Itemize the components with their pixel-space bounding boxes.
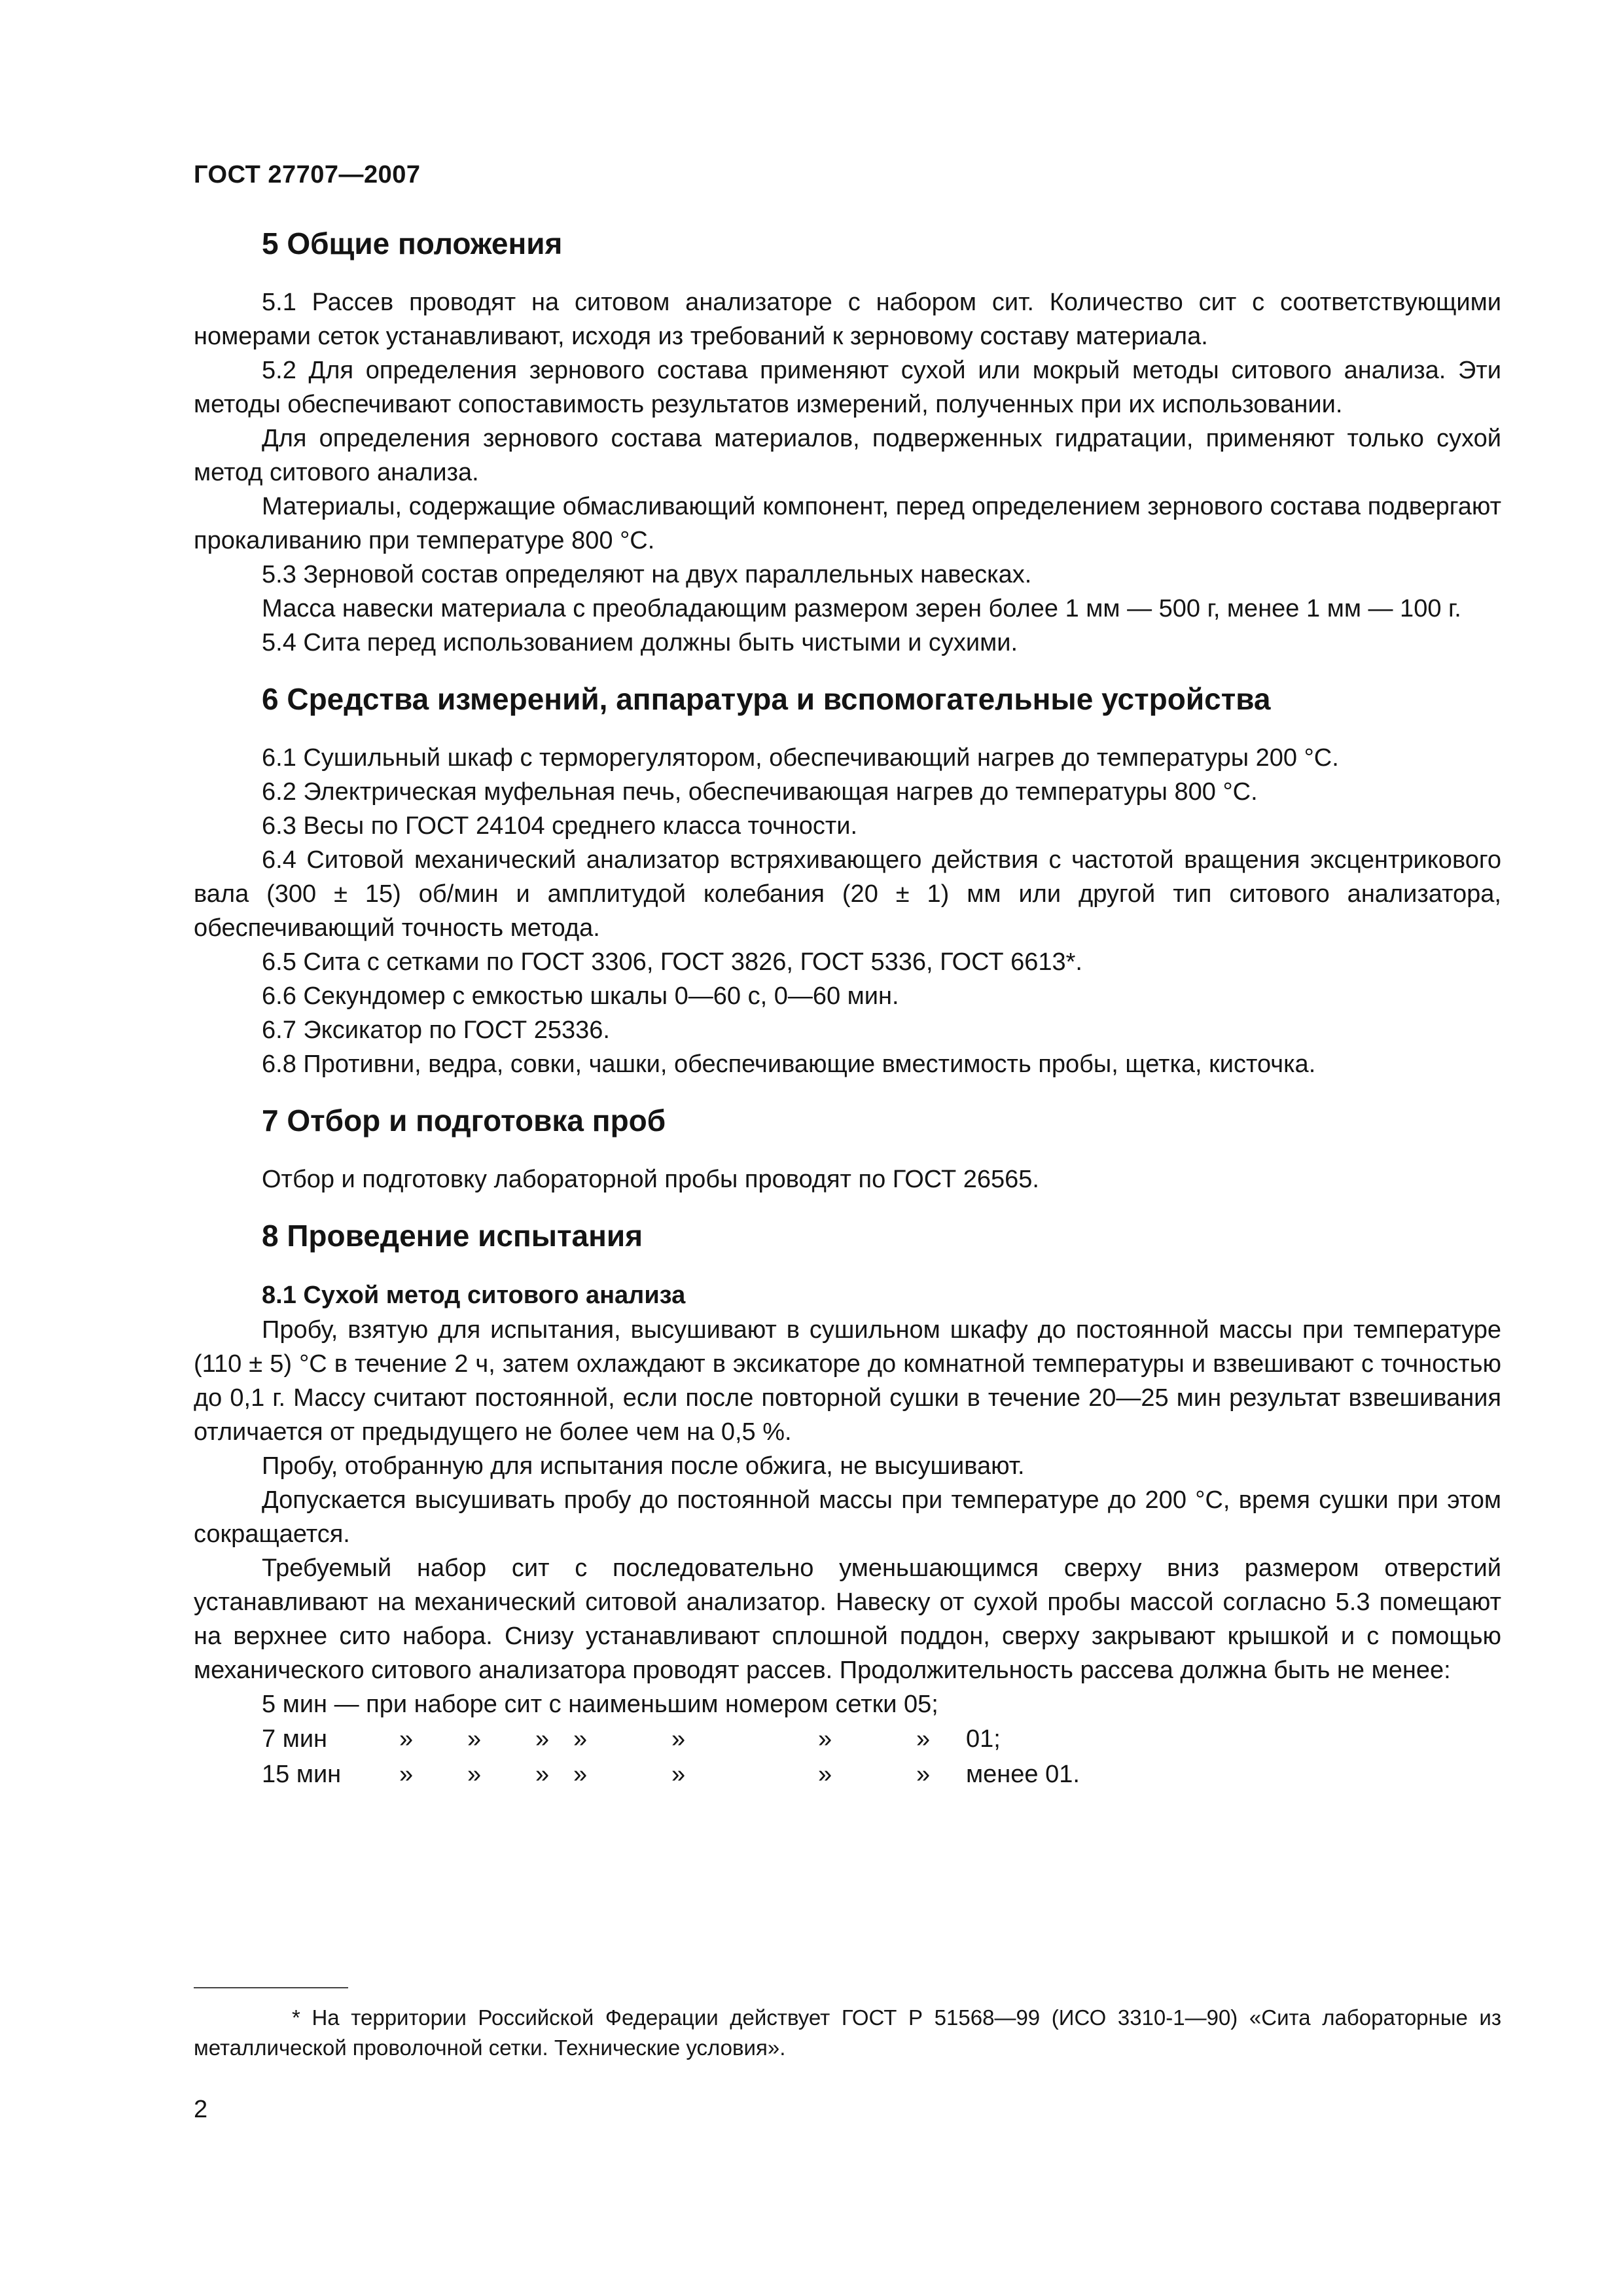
schedule-table xyxy=(262,1721,1080,1792)
paragraph: 5.3 Зерновой состав определяют на двух параллельных навесках. xyxy=(262,561,1032,588)
document-body xyxy=(194,216,1501,1792)
paragraph: Пробу, взятую для испытания, высушивают в сушильном шкафу до постоянной массы при температуре (110 ± 5) °С в течение 2 ч, затем охлаждают в эксикаторе до комнатной температуры и взвешивают с точностью до 0,1 г. Массу считают постоянной, если после повторной сушки в течение 20—25 мин результат взвешивания отличается от предыдущего не более чем на 0,5 %. xyxy=(194,1316,1501,1446)
ditto-mark: » xyxy=(535,1725,550,1753)
page-number: 2 xyxy=(194,2096,208,2123)
ditto-mark: » xyxy=(535,1761,550,1788)
paragraph: 5.1 Рассев проводят на ситовом анализаторе с набором сит. Количество сит с соответствующими номерами сеток устанавливают, исходя из требований к зерновому составу материала. xyxy=(194,289,1501,350)
paragraph: 5.4 Сита перед использованием должны быть чистыми и сухими. xyxy=(262,629,1018,656)
ditto-mark: » xyxy=(818,1761,832,1788)
section-heading-7: 7 Отбор и подготовка проб xyxy=(262,1103,666,1138)
section-heading-8: 8 Проведение испытания xyxy=(262,1219,643,1253)
ditto-mark: » xyxy=(671,1761,686,1788)
paragraph: 5.2 Для определения зернового состава применяют сухой или мокрый методы ситового анализа. Эти методы обеспечивают сопоставимость результатов измерений, полученных при их использовании. xyxy=(194,357,1501,418)
paragraph: 6.7 Эксикатор по ГОСТ 25336. xyxy=(262,1016,610,1044)
ditto-mark: » xyxy=(818,1725,832,1753)
paragraph: 6.6 Секундомер с емкостью шкалы 0—60 с, 0—60 мин. xyxy=(262,982,899,1010)
footnote-separator xyxy=(194,1987,348,1988)
schedule-time: 7 мин xyxy=(262,1725,328,1753)
schedule-line: 5 мин — при наборе сит с наименьшим номером сетки 05; xyxy=(262,1691,938,1718)
footnote: * На территории Российской Федерации действует ГОСТ Р 51568—99 (ИСО 3310-1—90) «Сита лабораторные из металлической проволочной сетки. Технические условия». xyxy=(194,2005,1501,2060)
ditto-mark: » xyxy=(399,1725,414,1753)
schedule-row xyxy=(262,1757,1080,1792)
paragraph: 6.4 Ситовой механический анализатор встряхивающего действия с частотой вращения эксцентрикового вала (300 ± 15) об/мин и амплитудой колебания (20 ± 1) мм или другой тип ситового анализатора, обеспечивающий точность метода. xyxy=(194,846,1501,942)
paragraph: Отбор и подготовку лабораторной пробы проводят по ГОСТ 26565. xyxy=(262,1166,1039,1193)
schedule-end: 01; xyxy=(966,1725,1001,1753)
schedule-row xyxy=(262,1721,1080,1757)
paragraph: Допускается высушивать пробу до постоянной массы при температуре до 200 °С, время сушки при этом сокращается. xyxy=(194,1486,1501,1548)
ditto-mark: » xyxy=(467,1725,482,1753)
paragraph: 6.1 Сушильный шкаф с терморегулятором, обеспечивающий нагрев до температуры 200 °С. xyxy=(262,744,1339,772)
paragraph: Материалы, содержащие обмасливающий компонент, перед определением зернового состава подвергают прокаливанию при температуре 800 °С. xyxy=(194,493,1501,554)
document-header: ГОСТ 27707—2007 xyxy=(194,161,421,188)
paragraph: Требуемый набор сит с последовательно уменьшающимся сверху вниз размером отверстий устанавливают на механический ситовой анализатор. Навеску от сухой пробы массой согласно 5.3 помещают на верхнее сито набора. Снизу устанавливают сплошной поддон, сверху закрывают крышкой и с помощью механического ситового анализатора проводят рассев. Продолжительность рассева должна быть не менее: xyxy=(194,1554,1501,1684)
section-heading-6: 6 Средства измерений, аппаратура и вспомогательные устройства xyxy=(262,682,1271,716)
paragraph: Пробу, отобранную для испытания после обжига, не высушивают. xyxy=(262,1452,1025,1480)
paragraph: 6.5 Сита с сетками по ГОСТ 3306, ГОСТ 3826, ГОСТ 5336, ГОСТ 6613*. xyxy=(262,948,1082,976)
schedule-end: менее 01. xyxy=(966,1761,1080,1788)
paragraph: Для определения зернового состава материалов, подверженных гидратации, применяют только сухой метод ситового анализа. xyxy=(194,425,1501,486)
paragraph: 6.8 Противни, ведра, совки, чашки, обеспечивающие вместимость пробы, щетка, кисточка. xyxy=(262,1050,1316,1078)
section-heading-5: 5 Общие положения xyxy=(262,226,563,260)
ditto-mark: » xyxy=(573,1761,588,1788)
subsection-heading-8-1: 8.1 Сухой метод ситового анализа xyxy=(262,1282,686,1309)
paragraph: 6.2 Электрическая муфельная печь, обеспечивающая нагрев до температуры 800 °С. xyxy=(262,778,1258,806)
ditto-mark: » xyxy=(916,1725,931,1753)
ditto-mark: » xyxy=(573,1725,588,1753)
paragraph: 6.3 Весы по ГОСТ 24104 среднего класса точности. xyxy=(262,812,858,840)
ditto-mark: » xyxy=(467,1761,482,1788)
ditto-mark: » xyxy=(399,1761,414,1788)
ditto-mark: » xyxy=(916,1761,931,1788)
paragraph: Масса навески материала с преобладающим размером зерен более 1 мм — 500 г, менее 1 мм — 100 г. xyxy=(262,595,1461,622)
schedule-time: 15 мин xyxy=(262,1761,342,1788)
ditto-mark: » xyxy=(671,1725,686,1753)
